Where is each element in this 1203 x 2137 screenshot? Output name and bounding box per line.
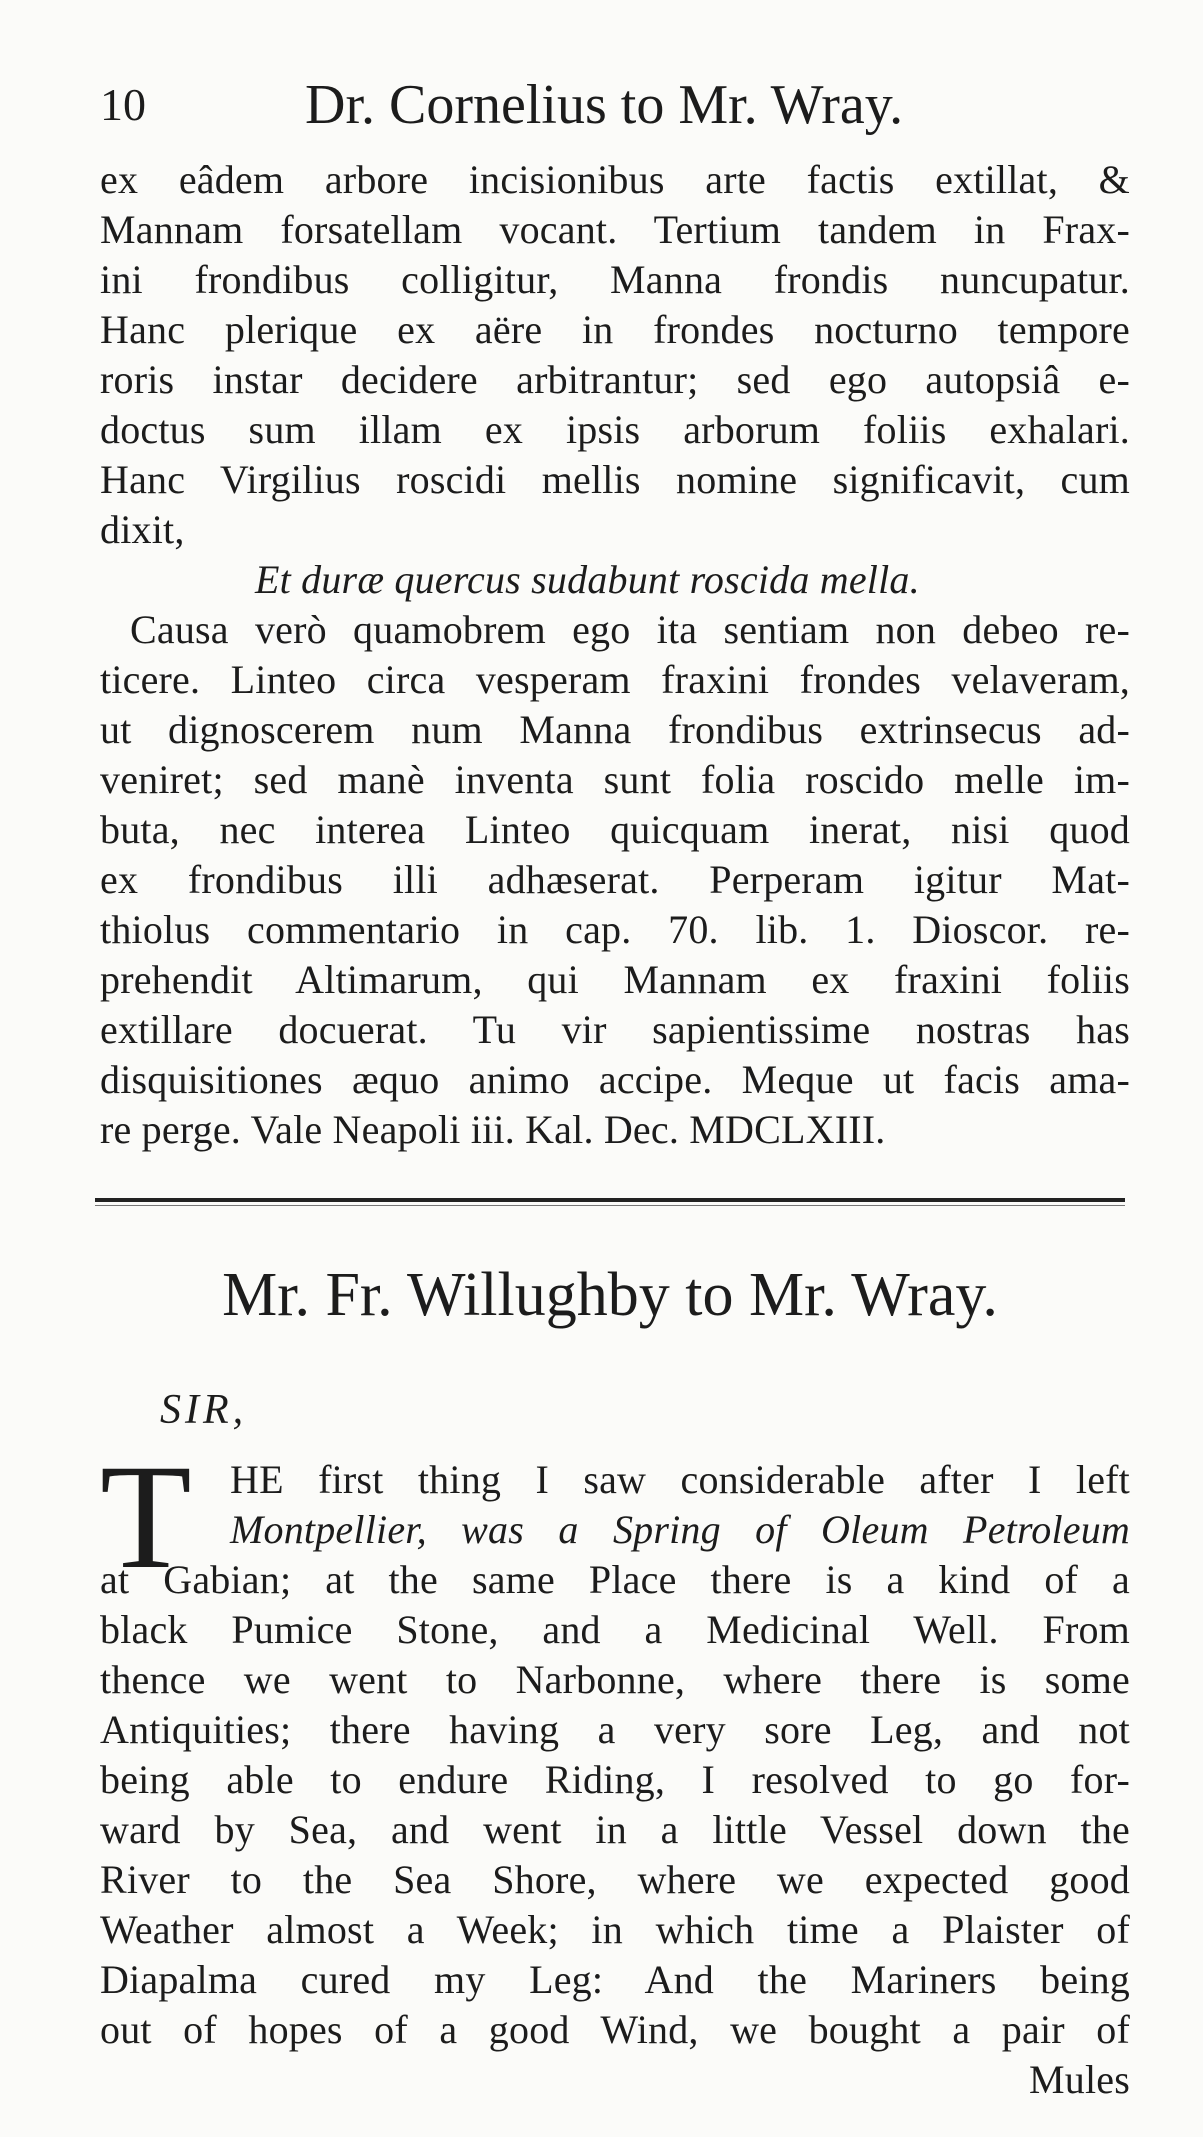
verse-quotation: Et duræ quercus sudabunt roscida mella. xyxy=(255,557,920,602)
text-line: Diapalma cured my Leg: And the Mariners being xyxy=(100,1957,1130,2002)
salutation: SIR, xyxy=(160,1387,248,1433)
text-line: at Gabian; at the same Place there is a kind of a xyxy=(100,1557,1130,1602)
text-line: out of hopes of a good Wind, we bought a pair of xyxy=(100,2007,1130,2052)
running-title: Dr. Cornelius to Mr. Wray. xyxy=(305,74,904,136)
text-line: Hanc plerique ex aëre in frondes nocturno tempore xyxy=(100,307,1130,352)
text-line: Antiquities; there having a very sore Leg, and not xyxy=(100,1707,1130,1752)
letter-heading: Mr. Fr. Willughby to Mr. Wray. xyxy=(222,1261,998,1329)
text-line: dixit, xyxy=(100,507,185,552)
text-line: ini frondibus colligitur, Manna frondis nuncupatur. xyxy=(100,257,1130,302)
text-line: ex eâdem arbore incisionibus arte factis extillat, & xyxy=(100,157,1130,202)
text-line: Montpellier, was a Spring of Oleum Petroleum xyxy=(230,1507,1130,1552)
text-line: extillare docuerat. Tu vir sapientissime nostras has xyxy=(100,1007,1130,1052)
text-line: doctus sum illam ex ipsis arborum foliis exhalari. xyxy=(100,407,1130,452)
text-line: re perge. Vale Neapoli iii. Kal. Dec. MDCLXIII. xyxy=(100,1107,886,1152)
section-divider-thin xyxy=(95,1205,1125,1206)
text-line: prehendit Altimarum, qui Mannam ex fraxini foliis xyxy=(100,957,1130,1002)
text-line: Hanc Virgilius roscidi mellis nomine significavit, cum xyxy=(100,457,1130,502)
text-line: thence we went to Narbonne, where there is some xyxy=(100,1657,1130,1702)
text-line: Weather almost a Week; in which time a Plaister of xyxy=(100,1907,1130,1952)
page-number: 10 xyxy=(100,79,146,130)
text-line: ut dignoscerem num Manna frondibus extrinsecus ad- xyxy=(100,707,1130,752)
section-divider xyxy=(95,1198,1125,1202)
text-line: buta, nec interea Linteo quicquam inerat, nisi quod xyxy=(100,807,1130,852)
text-line: roris instar decidere arbitrantur; sed ego autopsiâ e- xyxy=(100,357,1130,402)
text-line: Causa verò quamobrem ego ita sentiam non debeo re- xyxy=(130,607,1130,652)
text-line: Mannam forsatellam vocant. Tertium tandem in Frax- xyxy=(100,207,1130,252)
text-line: ex frondibus illi adhæserat. Perperam igitur Mat- xyxy=(100,857,1130,902)
catchword: Mules xyxy=(1029,2057,1130,2102)
drop-cap: T xyxy=(100,1434,192,1600)
running-header xyxy=(100,70,1130,140)
text-line: ward by Sea, and went in a little Vessel down the xyxy=(100,1807,1130,1852)
text-line: black Pumice Stone, and a Medicinal Well. From xyxy=(100,1607,1130,1652)
text-line: veniret; sed manè inventa sunt folia roscido melle im- xyxy=(100,757,1130,802)
text-line: thiolus commentario in cap. 70. lib. 1. Dioscor. re- xyxy=(100,907,1130,952)
text-line: being able to endure Riding, I resolved to go for- xyxy=(100,1757,1130,1802)
text-line: HE first thing I saw considerable after I left xyxy=(230,1457,1130,1502)
text-line: disquisitiones æquo animo accipe. Meque ut facis ama- xyxy=(100,1057,1130,1102)
text-line: River to the Sea Shore, where we expected good xyxy=(100,1857,1130,1902)
text-line: ticere. Linteo circa vesperam fraxini frondes velaveram, xyxy=(100,657,1130,702)
